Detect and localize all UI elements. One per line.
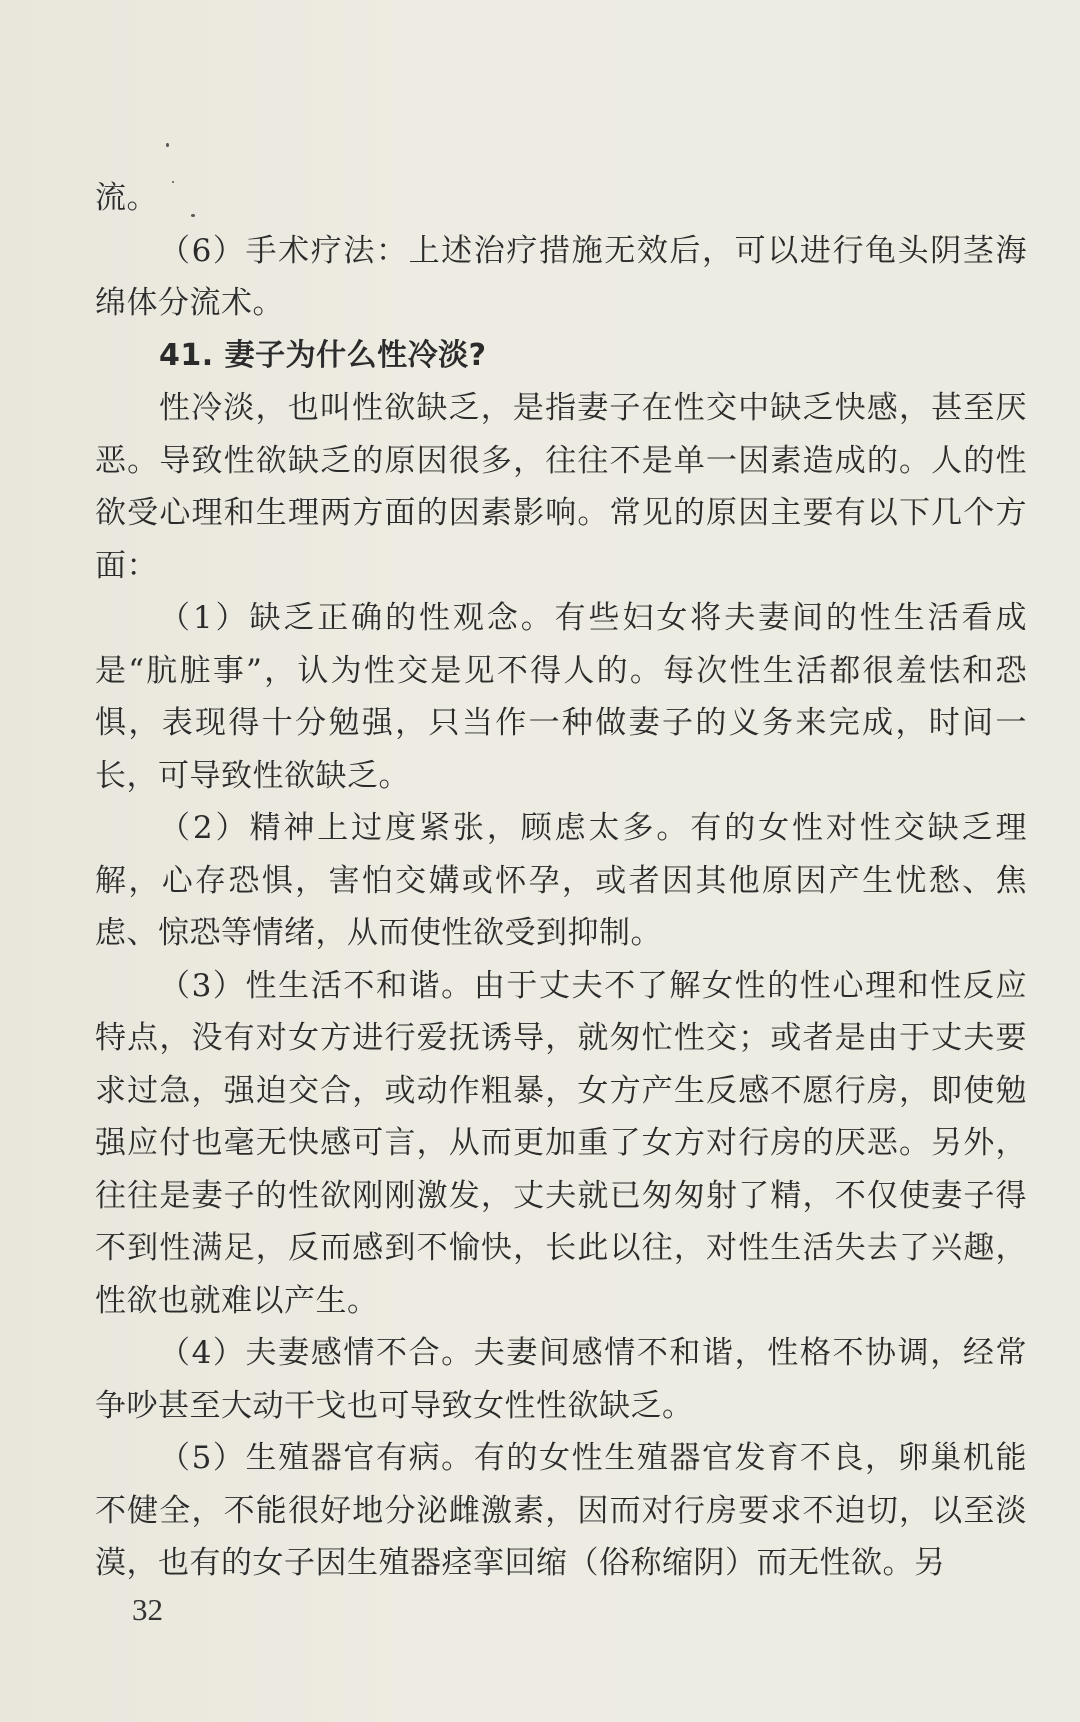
paragraph-cause-2: （2）精神上过度紧张，顾虑太多。有的女性对性交缺乏理解，心存恐惧，害怕交媾或怀孕，或者因其他原因产生忧愁、焦虑、惊恐等情绪，从而使性欲受到抑制。	[95, 810, 1027, 951]
paragraph-continuation: 流。	[95, 180, 158, 216]
paragraph-surgery: （6）手术疗法：上述治疗措施无效后，可以进行龟头阴茎海绵体分流术。	[95, 232, 1027, 321]
paragraph-cause-4: （4）夫妻感情不合。夫妻间感情不和谐，性格不协调，经常争吵甚至大动干戈也可导致女性性欲缺乏。	[95, 1335, 1027, 1424]
section-heading: 41. 妻子为什么性冷淡?	[159, 337, 487, 373]
paragraph-cause-3: （3）性生活不和谐。由于丈夫不了解女性的性心理和性反应特点，没有对女方进行爱抚诱导，就匆忙性交；或者是由于丈夫要求过急，强迫交合，或动作粗暴，女方产生反感不愿行房，即使勉强应付也毫无快感可言，从而更加重了女方对行房的厌恶。另外，往往是妻子的性欲刚刚激发，丈夫就已匆匆射了精，不仅使妻子得不到性满足，反而感到不愉快，长此以往，对性生活失去了兴趣，性欲也就难以产生。	[95, 967, 1027, 1319]
page-number: 32	[132, 1592, 163, 1627]
paragraph-cause-5: （5）生殖器官有病。有的女性生殖器官发育不良，卵巢机能不健全，不能很好地分泌雌激素，因而对行房要求不迫切，以至淡漠，也有的女子因生殖器痉挛回缩（俗称缩阴）而无性欲。另	[95, 1440, 1027, 1581]
ink-speck	[166, 143, 169, 147]
paragraph-cause-1: （1）缺乏正确的性观念。有些妇女将夫妻间的性生活看成是“肮脏事”，认为性交是见不得人的。每次性生活都很羞怯和恐惧，表现得十分勉强，只当作一种做妻子的义务来完成，时间一长，可导致性欲缺乏。	[95, 600, 1027, 794]
page-body	[95, 172, 1027, 1590]
paragraph-intro: 性冷淡，也叫性欲缺乏，是指妻子在性交中缺乏快感，甚至厌恶。导致性欲缺乏的原因很多，往往不是单一因素造成的。人的性欲受心理和生理两方面的因素影响。常见的原因主要有以下几个方面：	[95, 390, 1027, 584]
